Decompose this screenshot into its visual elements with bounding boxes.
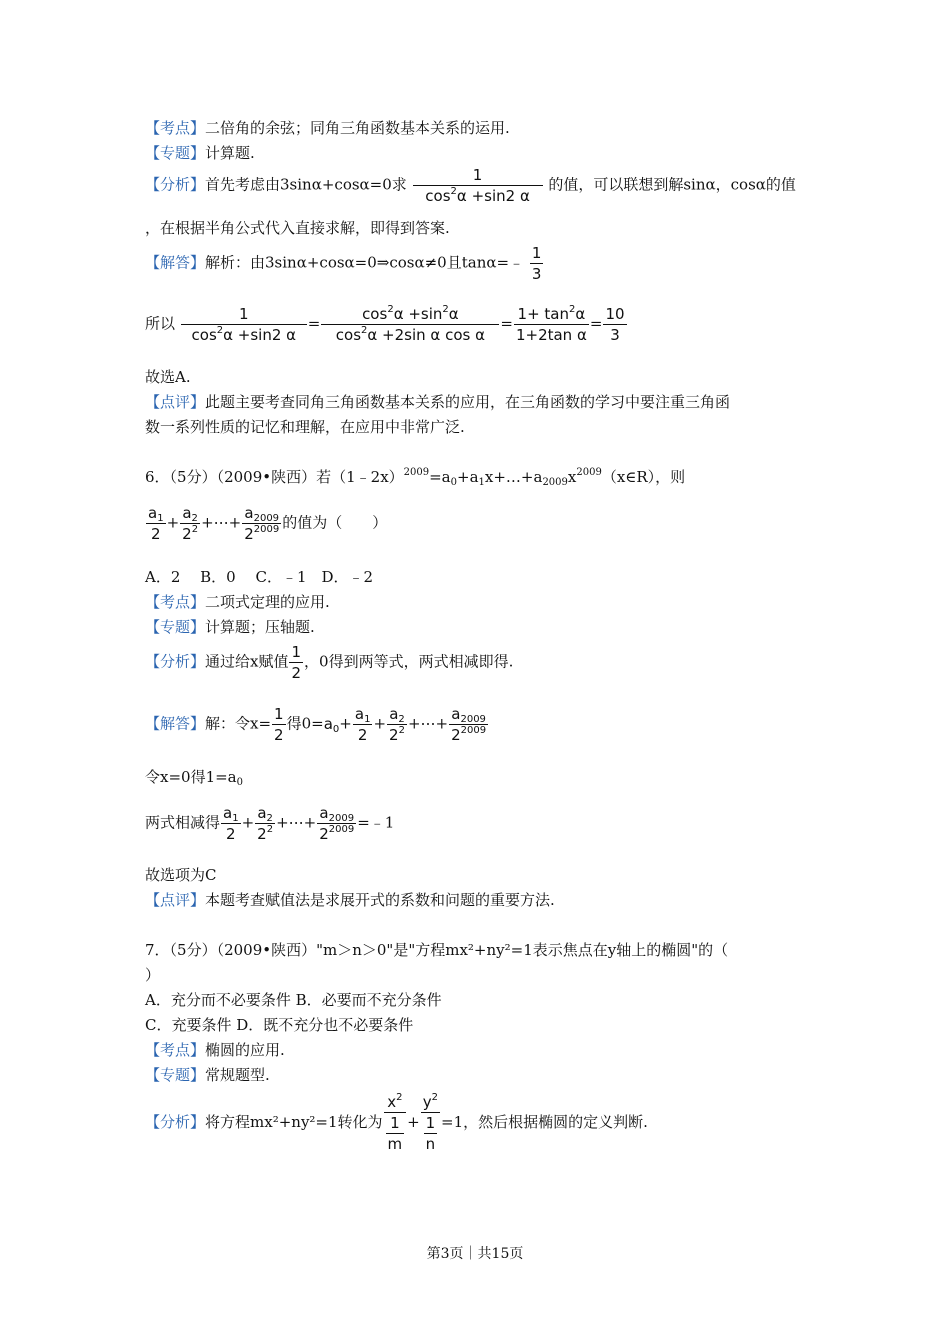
fraction: $\frac{x^2}{\frac{1}{m}}$ — [384, 1092, 407, 1154]
q5-dianping-line2: 数一系列性质的记忆和理解，在应用中非常广泛. — [145, 418, 465, 436]
q6-jieda: 【解答】解：令x= $\frac{1}{2}$ 得$0=a_0+$ $\frac{a_1}{2}$ + $\frac{a_2}{2^2}$ +⋯+ $\frac{a_{2009}}{2^{2009}}$ — [145, 705, 487, 744]
fraction: $\frac{1}{2}$ — [274, 705, 284, 744]
q6-fenxi: 【分析】通过给x赋值 $\frac{1}{2}$ ，0得到两等式，两式相减即得. — [145, 643, 514, 682]
fraction: $\frac{\cos^2\alpha +\sin^2\alpha}{\cos^2\alpha +2\sin \alpha \cos \alpha}$ — [321, 304, 499, 345]
fraction: $\frac{10}{3}$ — [605, 305, 625, 344]
fraction: $\frac{y^2}{\frac{1}{n}}$ — [422, 1092, 439, 1153]
q6-guxuan: 故选项为C — [145, 866, 217, 884]
fraction: $\frac{a_1}{2}$ — [354, 705, 371, 744]
q6-stem-line2: $\frac{a_1}{2}$ + $\frac{a_2}{2^2}$ +⋯+ $\frac{a_{2009}}{2^{2009}}$ 的值为（ ） — [148, 504, 388, 543]
fraction: $\frac{a_{2009}}{2^{2009}}$ — [244, 504, 280, 543]
page-footer: 第3页｜共15页 — [426, 1246, 524, 1262]
q6-dianping: 【点评】本题考查赋值法是求展开式的系数和问题的重要方法. — [145, 891, 555, 909]
q6-line-x0: 令x=0得$1=a_0$ — [145, 768, 244, 788]
fraction: $\frac{1}{\cos^2\alpha +\sin 2 \alpha}$ — [181, 304, 307, 345]
q5-zhuanti: 【专题】计算题. — [145, 144, 255, 162]
q7-stem: 7．（5分）（2009•陕西）"m＞n＞0"是"方程mx²+ny²=1表示焦点在y轴上的椭圆"的（ — [145, 941, 729, 959]
fraction: $\frac{a_2}{2^2}$ — [389, 705, 405, 744]
fraction: $\frac{a_2}{2^2}$ — [257, 804, 274, 843]
q5-guxuan: 故选A. — [145, 368, 191, 386]
q7-kaodian: 【考点】椭圆的应用. — [145, 1041, 285, 1059]
fraction: $\frac{a_1}{2}$ — [223, 804, 239, 843]
q5-suoyi: 所以 $\frac{1}{\cos^2\alpha +\sin 2 \alpha}$ = $\frac{\cos^2\alpha +\sin^2\alpha}{\cos^2\alpha +2\sin \alpha \cos \alpha}$ = $\frac{1+ \tan^2\alpha}{\text{1+2tan α}}$ = $\frac{10}{3}$ — [145, 304, 625, 344]
fraction: $\frac{1}{\cos^2\alpha +\sin 2 \alpha}$ — [413, 165, 543, 206]
q7-option-ab: A．充分而不必要条件 B．必要而不充分条件 — [145, 991, 442, 1009]
q7-zhuanti: 【专题】常规题型. — [145, 1066, 270, 1084]
q5-kaodian: 【考点】二倍角的余弦；同角三角函数基本关系的运用. — [145, 119, 510, 137]
q5-fenxi-line2: ，在根据半角公式代入直接求解，即得到答案. — [145, 219, 450, 237]
q5-fenxi: 【分析】首先考虑由3sinα+cosα=0求 $\frac{1}{\cos^2\alpha +\sin 2 \alpha}$ 的值，可以联想到解sinα，cosα的值 — [145, 166, 796, 205]
fraction: $\frac{a_2}{2^2}$ — [182, 504, 199, 543]
q5-dianping: 【点评】此题主要考查同角三角函数基本关系的应用，在三角函数的学习中要注重三角函 — [145, 393, 731, 411]
q6-stem: 6．（5分）（2009•陕西）若$(1﹣2x)^{2009}=a_0+a_1x+\dots+a_{2009}x^{2009}(x\in R)$，则 — [145, 467, 686, 488]
fraction: $\frac{a_1}{2}$ — [148, 504, 164, 543]
q7-stem-line2: ） — [145, 966, 161, 984]
fraction: $\frac{a_{2009}}{2^{2009}}$ — [451, 705, 487, 744]
q6-zhuanti: 【专题】计算题；压轴题. — [145, 618, 315, 636]
fraction: $\frac{1}{2}$ — [291, 643, 302, 682]
fraction: $\frac{1+ \tan^2\alpha}{\text{1+2tan α}}$ — [515, 304, 587, 344]
q7-fenxi: 【分析】将方程mx²+ny²=1转化为 $\frac{x^2}{\frac{1}{m}}$ + $\frac{y^2}{\frac{1}{n}}$ =1，然后根据椭圆的定义判断. — [145, 1092, 648, 1153]
fraction: $\frac{1}{3}$ — [531, 244, 542, 283]
q5-jieda: 【解答】解析：由3sinα+cosα=0⇒cosα≠0且tanα=﹣ $\frac{1}{3}$ — [145, 244, 542, 283]
q6-options: A．2 B．0 C．﹣1 D．﹣2 — [145, 568, 374, 586]
q6-kaodian: 【考点】二项式定理的应用. — [145, 593, 330, 611]
q6-line-sub: 两式相减得 $\frac{a_1}{2}$ + $\frac{a_2}{2^2}$ +⋯+ $\frac{a_{2009}}{2^{2009}}$ =﹣1 — [145, 804, 395, 843]
q7-option-cd: C．充要条件 D．既不充分也不必要条件 — [145, 1016, 414, 1034]
fraction: $\frac{a_{2009}}{2^{2009}}$ — [319, 804, 355, 843]
